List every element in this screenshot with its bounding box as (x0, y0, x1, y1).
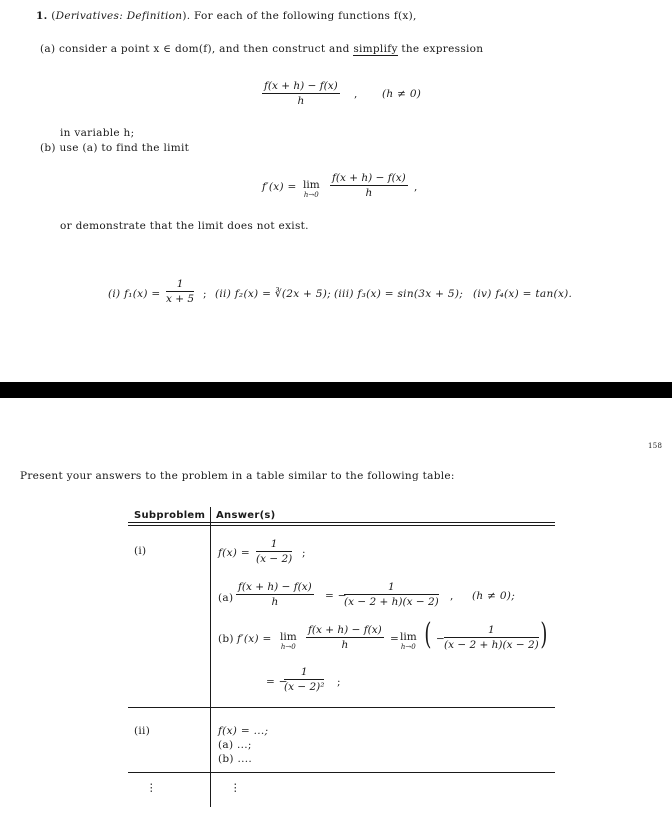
row1-final-fraction: $\frac{1}{\text{(x − 2)²}}$ (284, 666, 325, 693)
header-subproblem: Subproblem (134, 510, 206, 521)
row1-a-result: $\frac{1}{(x - 2 + h)(x - 2)}$ (344, 581, 439, 608)
part-a-label: (a) (40, 43, 56, 55)
header-rule-top (128, 522, 555, 523)
row1-final-eq: = − (266, 676, 288, 688)
limit-operator: lim h→0 (303, 179, 320, 199)
function-f4: (iv) f₄(x) = tan(x). (473, 288, 573, 300)
row1-b-label: (b) (218, 633, 234, 645)
row-divider-1 (128, 707, 555, 708)
difference-quotient (262, 80, 340, 107)
header-rule-bottom (128, 525, 555, 526)
part-a-line (40, 43, 483, 55)
row2-line2: (a) ...; (218, 739, 252, 751)
row1-b-inner-sign: − (436, 633, 446, 645)
row1-a-label: (a) (218, 592, 234, 604)
quotient-condition: (h ≠ 0) (382, 88, 422, 100)
limit-quotient: $\frac{f(x + h) - f(x)}{h}$ (332, 172, 406, 199)
derivative-lhs: f′(x) = (262, 181, 297, 193)
function-f1-fraction: $\frac{1}{x + 5}$ (166, 278, 195, 305)
row1-b-limit: lim h→0 (280, 631, 297, 651)
row1-b-lhs: f′(x) = (237, 633, 272, 645)
problem-heading-line: 1. (Derivatives: Definition). For each of the following functions f(x), (36, 10, 417, 22)
part-b-line (40, 142, 189, 154)
part-a-text: consider a point x ∈ dom(f), and then construct and (59, 43, 350, 55)
row2-line3: (b) .... (218, 753, 253, 765)
row1-label: (i) (134, 545, 147, 557)
row1-b-quotient: $\frac{f(x + h) - f(x)}{h}$ (308, 624, 382, 651)
function-f2: (ii) f₂(x) = ∛(2x + 5); (215, 288, 332, 300)
variable-text: in variable h; (60, 127, 135, 139)
part-b-text: use (a) to find the limit (59, 142, 190, 154)
row3-answer: ⋮ (230, 782, 241, 794)
row-divider-2 (128, 772, 555, 773)
function-f3: (iii) f₃(x) = sin(3x + 5); (334, 288, 464, 300)
page-number: 158 (648, 442, 663, 450)
row1-b-eq: = (390, 633, 400, 645)
row2-label: (ii) (134, 725, 151, 737)
row2-line1: f(x) = ...; (218, 725, 269, 737)
demonstrate-text: or demonstrate that the limit does not exist. (60, 220, 309, 232)
problem-heading: Derivatives: Definition (55, 10, 183, 22)
simplify-word: simplify (353, 43, 398, 55)
quotient-denominator: h (297, 95, 305, 107)
row1-a-condition: (h ≠ 0); (472, 590, 516, 602)
problem-intro: For each of the following functions f(x), (194, 10, 417, 22)
row1-a-eq: = − (325, 590, 347, 602)
row1-b-limit-2: lim h→0 (400, 631, 417, 651)
row1-f-lhs: f(x) = (218, 547, 250, 559)
row1-b-inner-fraction: $\frac{1}{(x - 2 + h)(x - 2)}$ (444, 624, 539, 651)
quotient-numerator: f(x + h) − f(x) (264, 80, 338, 92)
table-intro: Present your answers to the problem in a table similar to the following table: (20, 470, 455, 482)
function-f1-label: (i) f₁(x) = (108, 288, 161, 300)
problem-number: 1. (36, 10, 48, 22)
part-a-text-end: the expression (401, 43, 484, 55)
part-b-label: (b) (40, 142, 56, 154)
row1-a-quotient: $\frac{f(x + h) - f(x)}{h}$ (238, 581, 312, 608)
row3-label: ⋮ (146, 782, 157, 794)
page-divider (0, 382, 672, 398)
row1-f-fraction: $\frac{1}{(x - 2)}$ (256, 538, 293, 565)
header-answer: Answer(s) (216, 510, 276, 521)
column-divider (210, 507, 211, 807)
